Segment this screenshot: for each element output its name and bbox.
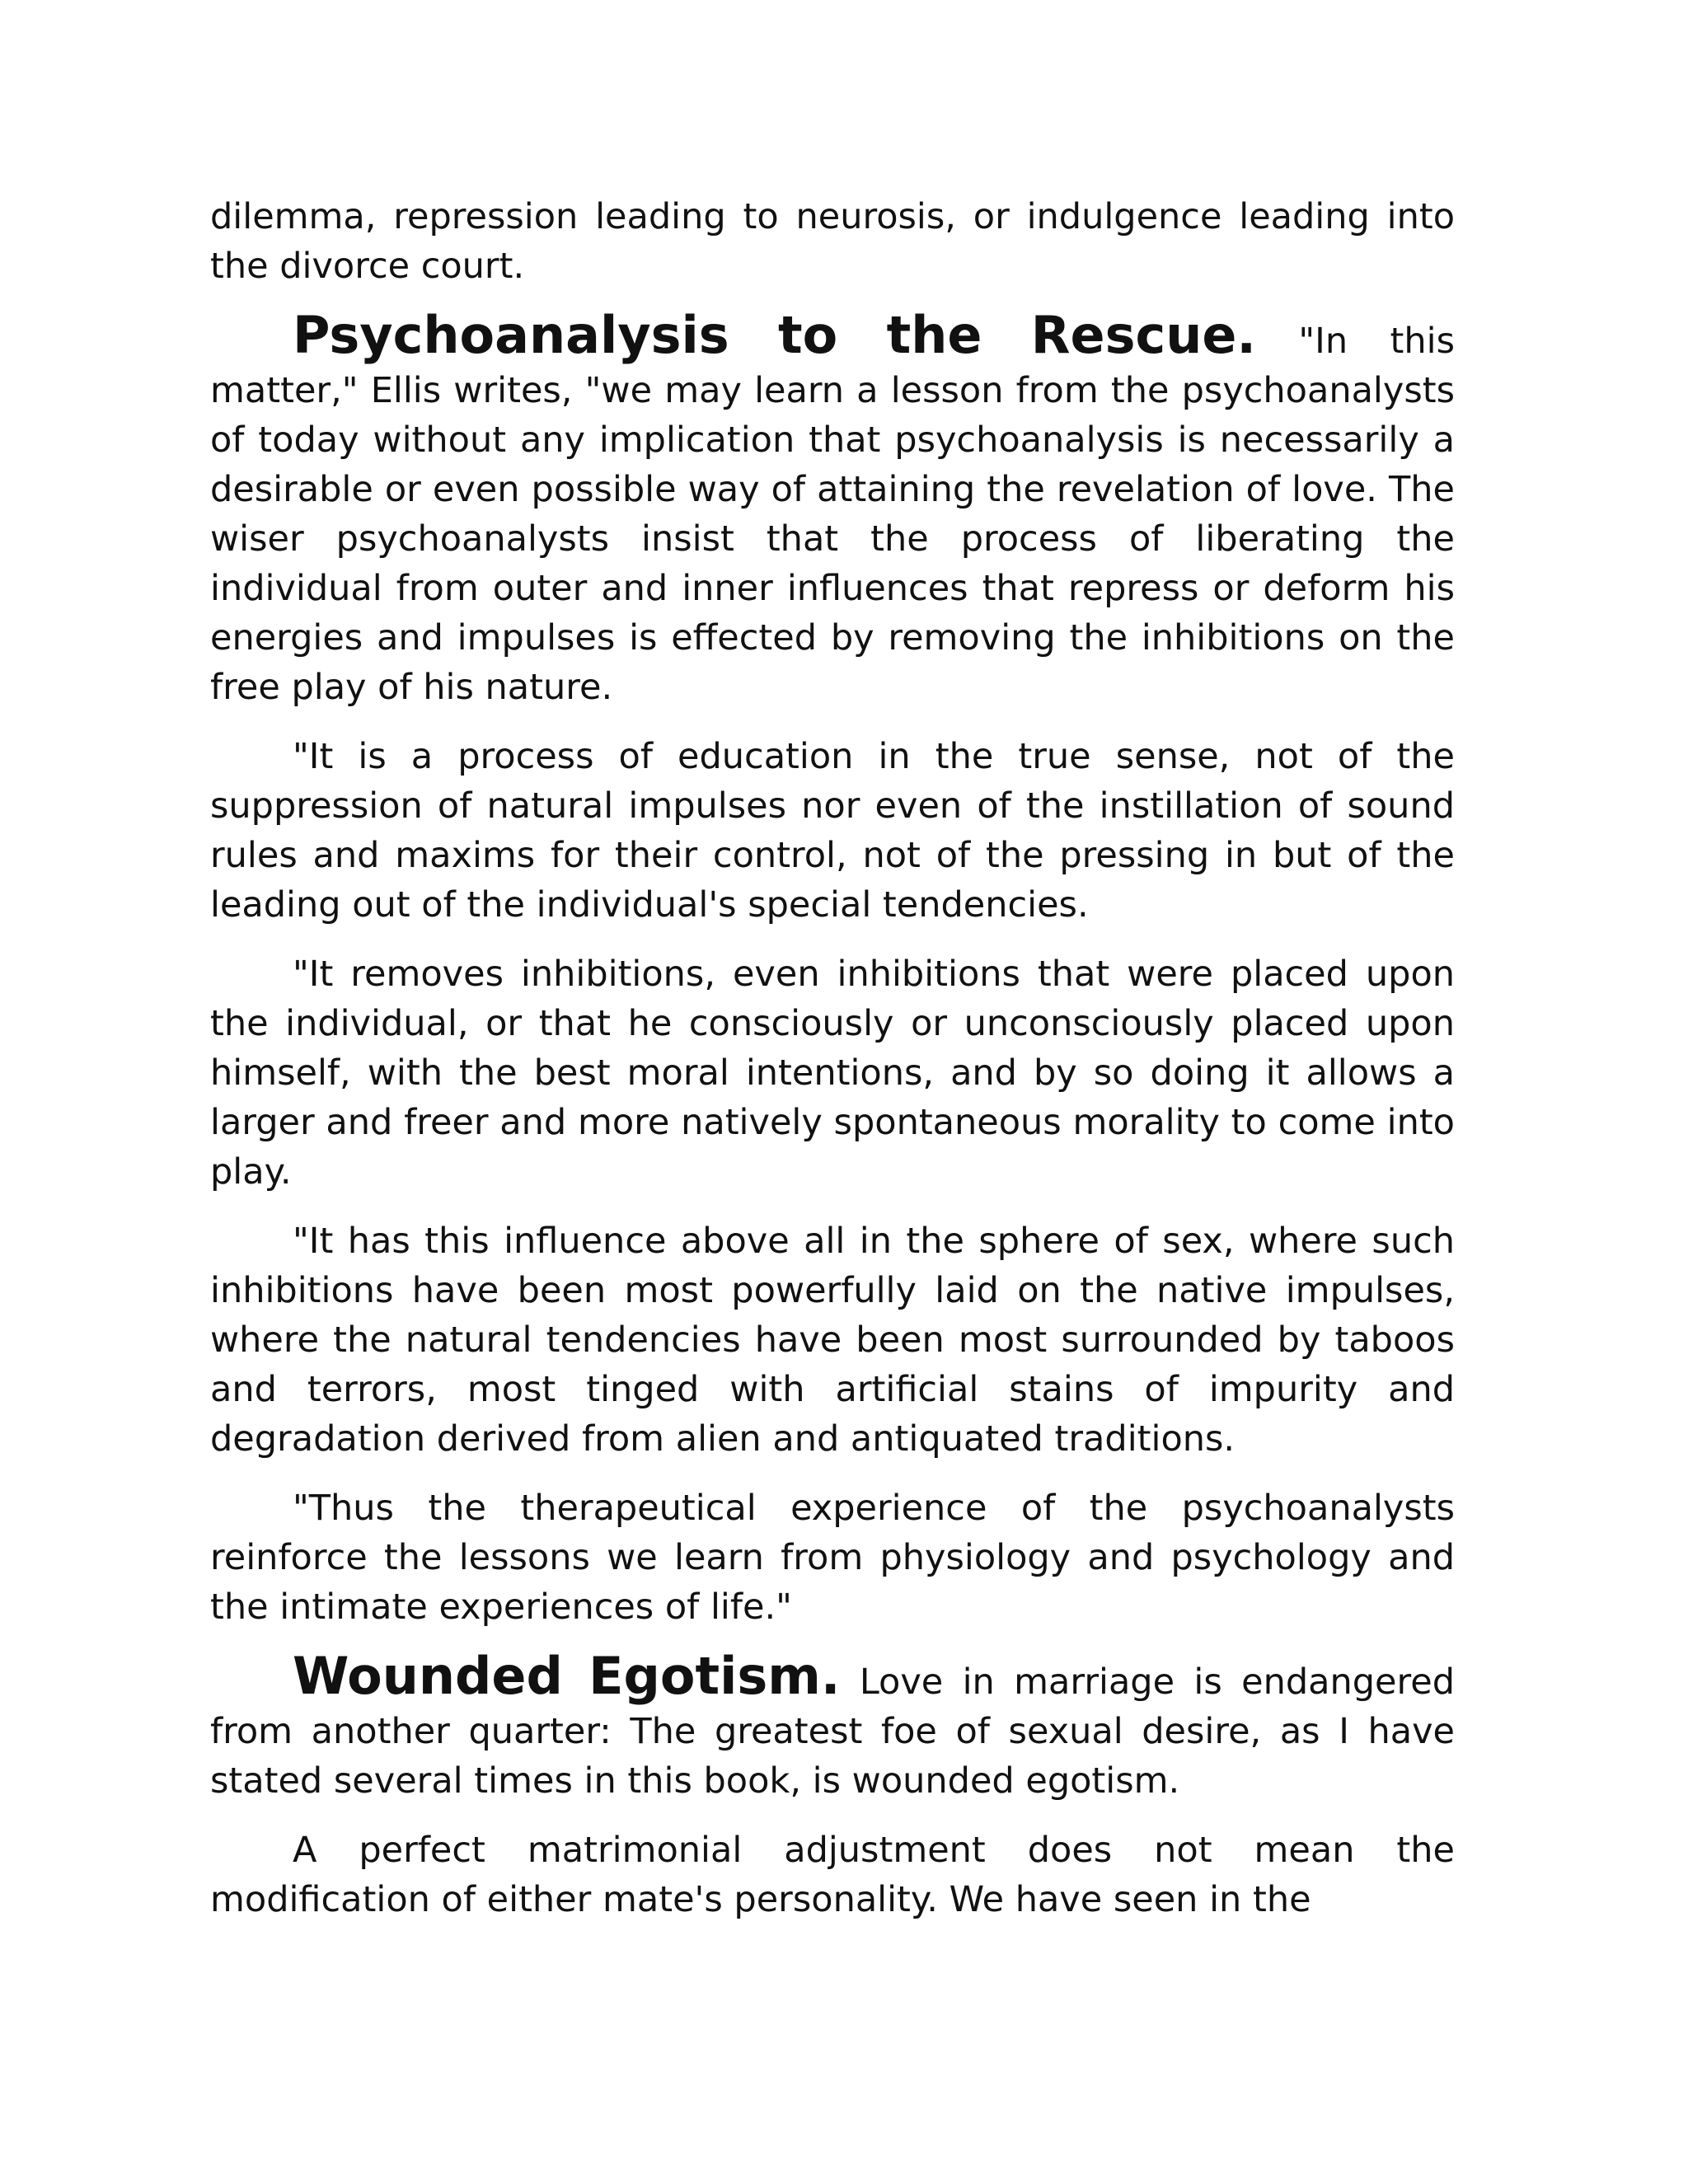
section-heading-psychoanalysis: Psychoanalysis to the Rescue. xyxy=(293,305,1256,365)
document-page xyxy=(210,192,1455,1944)
paragraph-dilemma xyxy=(210,192,1455,291)
paragraph-text: "In this matter," Ellis writes, "we may learn a lesson from the psychoanalysts of today without any implication that psychoanalysis is necessarily a desirable or even possible way of attaining the revelation of love. The wiser psychoanalysts insist that the process of liberating the individual from outer and inner influences that repress or deform his energies and impulses is effected by removing the inhibitions on the free play of his nature. xyxy=(210,321,1456,708)
paragraph-text: Love in marriage is endangered from another quarter: The greatest foe of sexual desire, as I have stated several times in this book, is wounded egotism. xyxy=(210,1661,1455,1802)
paragraph-text: dilemma, repression leading to neurosis, or indulgence leading into the divorce court. xyxy=(210,196,1455,287)
paragraph-psychoanalysis-rescue xyxy=(210,305,1456,712)
paragraph-text: "Thus the therapeutical experience of the psychoanalysts reinforce the lessons we learn from physiology and psychology and the intimate experiences of life." xyxy=(210,1488,1455,1628)
paragraph-sphere-of-sex xyxy=(210,1216,1455,1464)
paragraph-therapeutical-experience xyxy=(210,1483,1455,1632)
paragraph-text: "It removes inhibitions, even inhibitions that were placed upon the individual, or that he consciously or unconsciously placed upon himself, with the best moral intentions, and by so doing it allows a larger and freer and more natively spontaneous morality to come into play. xyxy=(210,954,1455,1193)
paragraph-removes-inhibitions xyxy=(210,949,1455,1197)
paragraph-matrimonial-adjustment xyxy=(210,1825,1455,1924)
paragraph-wounded-egotism xyxy=(210,1646,1455,1806)
paragraph-text: "It is a process of education in the true sense, not of the suppression of natural impulses nor even of the instillation of sound rules and maxims for their control, not of the pressing in but of the leading out of the individual's special tendencies. xyxy=(210,736,1455,926)
paragraph-text: A perfect matrimonial adjustment does not mean the modification of either mate's personality. We have seen in the xyxy=(210,1830,1455,1920)
section-heading-wounded-egotism: Wounded Egotism. xyxy=(293,1646,841,1706)
paragraph-text: "It has this influence above all in the sphere of sex, where such inhibitions have been most powerfully laid on the native impulses, where the natural tendencies have been most surrounded by taboos and terrors, most tinged with artificial stains of impurity and degradation derived from alien and antiquated traditions. xyxy=(210,1221,1455,1460)
paragraph-process-of-education xyxy=(210,732,1455,930)
